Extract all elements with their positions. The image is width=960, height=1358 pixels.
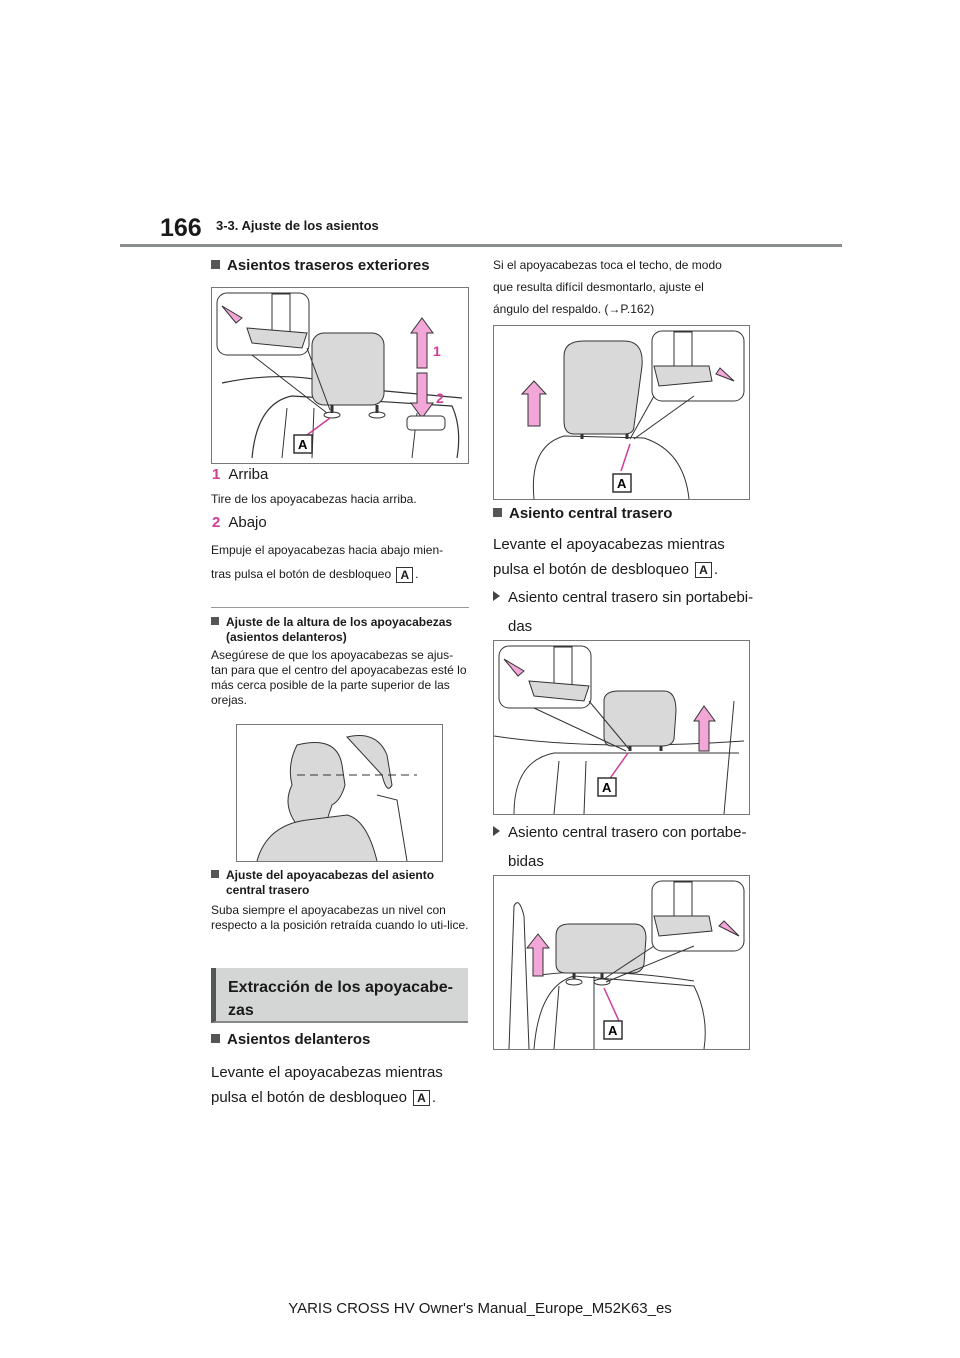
- item-up: 1 Arriba: [212, 466, 269, 483]
- note-center-rear-text: Suba siempre el apoyacabezas un nivel con respecto a la posición retraída cuando lo uti-lice.: [211, 903, 469, 932]
- item-down: 2 Abajo: [212, 514, 267, 531]
- intro-text-1: Si el apoyacabezas toca el techo, de modo: [493, 258, 722, 272]
- heading-center-rear: Asiento central trasero: [493, 505, 672, 522]
- heading-front-seats: Asientos delanteros: [211, 1031, 370, 1048]
- page-number: 166: [160, 214, 202, 242]
- bullet-without-child-seat: Asiento central trasero sin portabebi- das: [493, 583, 753, 641]
- item-down-text-2: tras pulsa el botón de desbloqueo A .: [211, 567, 419, 582]
- divider: [211, 607, 469, 608]
- illustration-head-headrest: [237, 725, 442, 861]
- center-rear-text-1: Levante el apoyacabezas mientras: [493, 536, 725, 553]
- square-bullet-icon: [211, 617, 219, 625]
- label-a-tag: A: [695, 562, 712, 578]
- section-title: 3-3. Ajuste de los asientos: [216, 218, 379, 233]
- item-down-text-1: Empuje el apoyacabezas hacia abajo mien-: [211, 543, 444, 557]
- note-front-height-text: Asegúrese de que los apoyacabezas se ajus-tan para que el centro del apoyacabezas esté lo más cerca posible de la parte superior de las orejas.: [211, 648, 467, 707]
- front-seats-text-2: pulsa el botón de desbloqueo A .: [211, 1089, 437, 1106]
- square-bullet-icon: [211, 260, 220, 269]
- footer-manual-id: YARIS CROSS HV Owner's Manual_Europe_M52K63_es: [288, 1300, 672, 1317]
- note-front-height-title: Ajuste de la altura de los apoyacabezas (asientos delanteros): [211, 615, 469, 645]
- heading-outer-rear-seats: Asientos traseros exteriores: [211, 257, 430, 274]
- fig-label-a: A: [617, 476, 627, 491]
- figure-center-without-child-seat: [493, 640, 750, 815]
- intro-text-3: ángulo del respaldo. (→P.162): [493, 302, 655, 316]
- bullet-with-child-seat: Asiento central trasero con portabe- bidas: [493, 818, 746, 876]
- illustration-front-removal: [494, 326, 749, 499]
- fig-label-a: A: [602, 780, 612, 795]
- figure-rear-outer-headrest: [211, 287, 469, 464]
- intro-text-2: que resulta difícil desmontarlo, ajuste el: [493, 280, 704, 294]
- header-rule: [120, 244, 842, 247]
- square-bullet-icon: [493, 508, 502, 517]
- fig-label-2: 2: [436, 390, 444, 406]
- figure-head-height: [236, 724, 443, 862]
- label-a-tag: A: [396, 567, 413, 583]
- fig-label-1: 1: [433, 343, 441, 359]
- square-bullet-icon: [211, 1034, 220, 1043]
- section-removal-headrests: Extracción de los apoyacabe-zas: [211, 968, 468, 1023]
- triangle-bullet-icon: [493, 826, 500, 836]
- label-a-tag: A: [413, 1090, 430, 1106]
- illustration-center-with: [494, 876, 749, 1049]
- center-rear-text-2: pulsa el botón de desbloqueo A .: [493, 561, 719, 578]
- fig-label-a: A: [608, 1023, 618, 1038]
- item-up-text: Tire de los apoyacabezas hacia arriba.: [211, 492, 417, 506]
- note-center-rear-title: Ajuste del apoyacabezas del asiento central trasero: [211, 868, 469, 898]
- figure-front-removal: [493, 325, 750, 500]
- triangle-bullet-icon: [493, 591, 500, 601]
- square-bullet-icon: [211, 870, 219, 878]
- front-seats-text-1: Levante el apoyacabezas mientras: [211, 1064, 443, 1081]
- figure-center-with-child-seat: [493, 875, 750, 1050]
- illustration-rear-outer: [212, 288, 468, 463]
- illustration-center-without: [494, 641, 749, 814]
- fig-label-a: A: [298, 437, 308, 452]
